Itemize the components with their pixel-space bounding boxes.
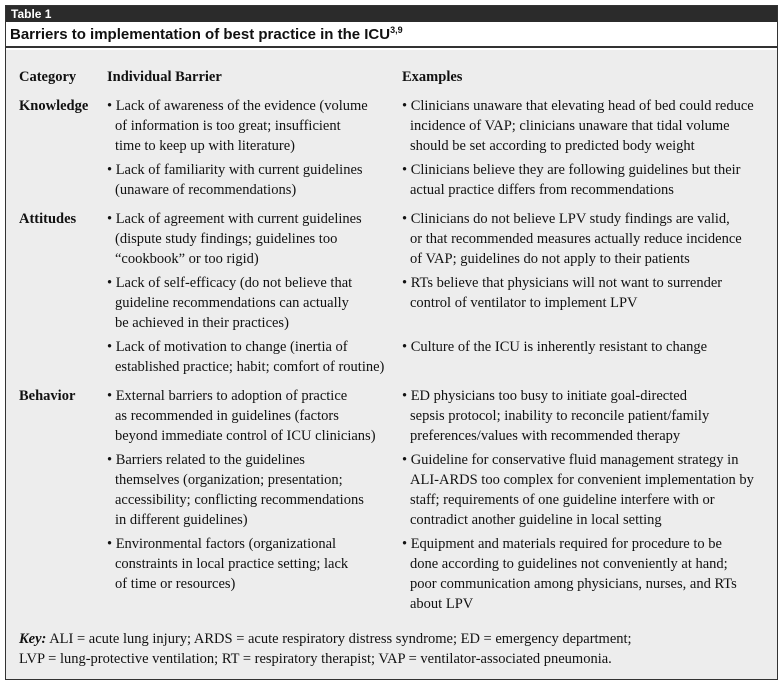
example-cell <box>402 450 754 530</box>
text-line: “cookbook” or too rigid) <box>115 251 259 267</box>
text-line: in different guidelines) <box>115 512 248 528</box>
key-label: Key: <box>19 631 47 647</box>
text-line: time to keep up with literature) <box>115 138 295 154</box>
text-line: actual practice differs from recommendations <box>410 182 674 198</box>
key-line-2: LVP = lung-protective ventilation; RT = respiratory therapist; VAP = ventilator-associated pneumonia. <box>19 651 612 667</box>
barrier-cell <box>107 534 348 594</box>
table-frame <box>5 5 778 680</box>
text-line: preferences/values with recommended therapy <box>410 428 681 444</box>
text-line: • External barriers to adoption of practice <box>107 388 348 404</box>
category-attitudes: Attitudes <box>19 211 77 227</box>
text-line: control of ventilator to implement LPV <box>410 295 638 311</box>
text-line: of time or resources) <box>115 576 236 592</box>
text-line: incidence of VAP; clinicians unaware that tidal volume <box>410 118 730 134</box>
header-examples: Examples <box>402 69 463 85</box>
barrier-cell <box>107 209 362 269</box>
header-barrier: Individual Barrier <box>107 69 222 85</box>
barrier-cell <box>107 337 384 377</box>
text-line: contradict another guideline in local setting <box>410 512 662 528</box>
text-line: of information is too great; insufficient <box>115 118 341 134</box>
text-line: • RTs believe that physicians will not want to surrender <box>402 275 723 291</box>
text-line: • Guideline for conservative fluid management strategy in <box>402 452 739 468</box>
example-cell <box>402 337 707 357</box>
text-line: • Barriers related to the guidelines <box>107 452 305 468</box>
text-line: should be set according to predicted body weight <box>410 138 695 154</box>
barrier-cell <box>107 160 363 200</box>
example-cell <box>402 534 737 614</box>
key-line-1 <box>19 629 632 649</box>
text-line: (unaware of recommendations) <box>115 182 297 198</box>
text-line: of VAP; guidelines do not apply to their patients <box>410 251 690 267</box>
example-cell <box>402 273 722 313</box>
text-line: be achieved in their practices) <box>115 315 289 331</box>
text-line: • Lack of familiarity with current guidelines <box>107 162 363 178</box>
text-line: • Lack of self-efficacy (do not believe that <box>107 275 353 291</box>
category-knowledge: Knowledge <box>19 98 89 114</box>
text-line: sepsis protocol; inability to reconcile patient/family <box>410 408 710 424</box>
text-line: poor communication among physicians, nurses, and RTs <box>410 576 737 592</box>
text-line: beyond immediate control of ICU clinicians) <box>115 428 376 444</box>
text-line: • Lack of agreement with current guidelines <box>107 211 362 227</box>
text-line: • Equipment and materials required for procedure to be <box>402 536 722 552</box>
key-text-1: ALI = acute lung injury; ARDS = acute respiratory distress syndrome; ED = emergency department; <box>46 631 632 647</box>
category-behavior: Behavior <box>19 388 76 404</box>
text-line: done according to guidelines not conveniently at hand; <box>410 556 728 572</box>
key-note <box>19 629 632 669</box>
barrier-cell <box>107 96 368 156</box>
text-line: (dispute study findings; guidelines too <box>115 231 338 247</box>
text-line: • Lack of awareness of the evidence (volume <box>107 98 368 114</box>
text-line: established practice; habit; comfort of routine) <box>115 359 385 375</box>
example-cell <box>402 209 742 269</box>
text-line: or that recommended measures actually reduce incidence <box>410 231 742 247</box>
table-title <box>6 22 777 48</box>
text-line: constraints in local practice setting; lack <box>115 556 349 572</box>
title-references: 3,9 <box>390 25 403 35</box>
header-category: Category <box>19 69 77 85</box>
text-line: accessibility; conflicting recommendations <box>115 492 364 508</box>
text-line: staff; requirements of one guideline interfere with or <box>410 492 715 508</box>
text-line: about LPV <box>410 596 474 612</box>
table-body <box>6 50 777 679</box>
text-line: • Clinicians do not believe LPV study findings are valid, <box>402 211 730 227</box>
barrier-cell <box>107 273 352 333</box>
text-line: guideline recommendations can actually <box>115 295 349 311</box>
barrier-cell <box>107 450 364 530</box>
example-cell <box>402 386 709 446</box>
text-line: • Lack of motivation to change (inertia of <box>107 339 348 355</box>
example-cell <box>402 160 741 200</box>
example-cell <box>402 96 754 156</box>
text-line: • Environmental factors (organizational <box>107 536 337 552</box>
table-title-text: Barriers to implementation of best practice in the ICU <box>10 26 391 43</box>
text-line: ALI-ARDS too complex for convenient implementation by <box>410 472 754 488</box>
barrier-cell <box>107 386 376 446</box>
text-line: • Clinicians believe they are following guidelines but their <box>402 162 741 178</box>
text-line: • Culture of the ICU is inherently resistant to change <box>402 339 708 355</box>
text-line: • ED physicians too busy to initiate goal-directed <box>402 388 687 404</box>
text-line: themselves (organization; presentation; <box>115 472 343 488</box>
table-label: Table 1 <box>6 6 777 22</box>
text-line: as recommended in guidelines (factors <box>115 408 339 424</box>
text-line: • Clinicians unaware that elevating head of bed could reduce <box>402 98 754 114</box>
